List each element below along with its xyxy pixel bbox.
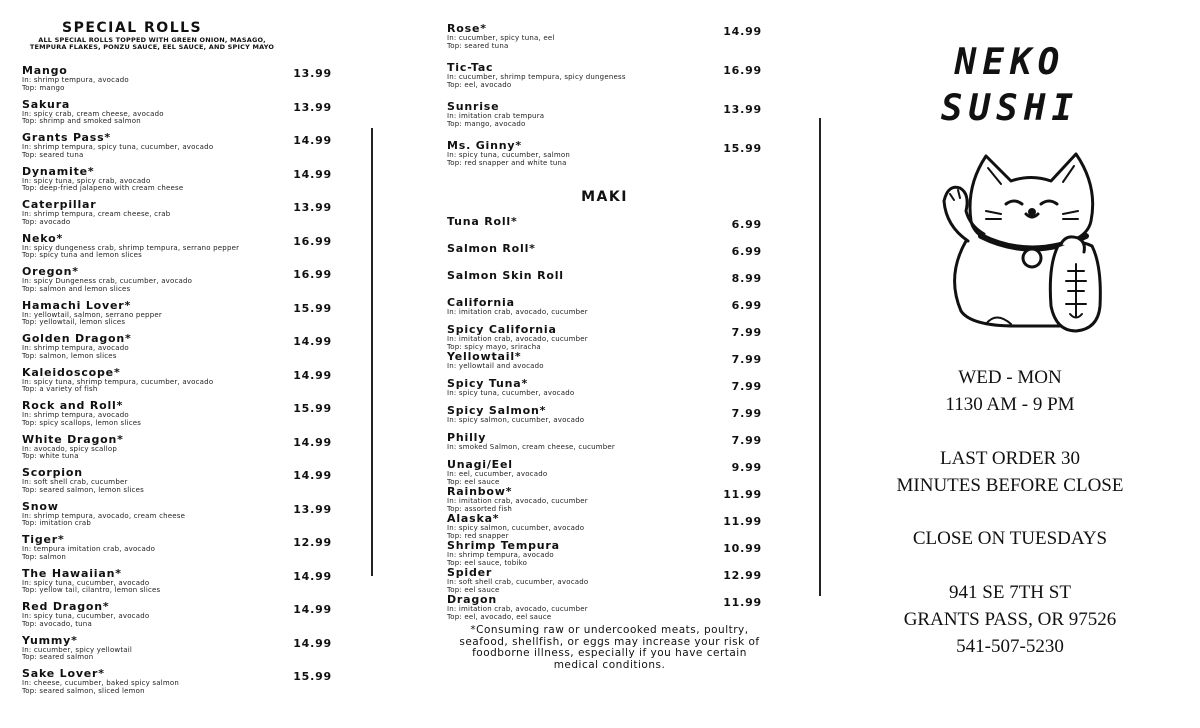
hours-block <box>870 364 1150 418</box>
menu-item-name: Snow <box>22 499 59 513</box>
menu-item-topping: Top: seared tuna <box>22 150 84 159</box>
menu-item <box>22 132 332 166</box>
maki-list <box>447 216 762 621</box>
menu-item-ingredients: In: spicy tuna, cucumber, avocado <box>447 389 575 397</box>
menu-item <box>447 270 762 297</box>
menu-item <box>22 233 332 267</box>
menu-item <box>22 367 332 401</box>
menu-item-topping: Top: imitation crab <box>22 519 92 527</box>
menu-item <box>22 99 332 133</box>
menu-item-topping: Top: spicy tuna and lemon slices <box>22 251 142 259</box>
menu-item-ingredients: In: spicy tuna, shrimp tempura, cucumber, avocado <box>22 377 214 386</box>
menu-item-ingredients: In: imitation crab, avocado, cucumber <box>447 308 588 316</box>
menu-item-ingredients: In: spicy dungeness crab, shrimp tempura, serrano pepper <box>22 243 240 252</box>
menu-item-name: Sakura <box>22 97 71 111</box>
menu-item-topping: Top: eel sauce <box>447 585 500 594</box>
menu-item-topping: Top: eel sauce <box>447 477 500 486</box>
menu-item-ingredients: In: spicy salmon, cucumber, avocado <box>447 524 585 532</box>
menu-item-ingredients: In: imitation crab, avocado, cucumber <box>447 497 588 505</box>
menu-item-price: 11.99 <box>723 596 762 609</box>
menu-item-name: Yellowtail* <box>447 350 522 363</box>
menu-item-name: Dynamite* <box>22 164 95 178</box>
menu-item-topping: Top: yellowtail, lemon slices <box>22 318 126 326</box>
special-rolls-list-continued <box>447 23 762 179</box>
menu-item-price: 14.99 <box>723 25 762 38</box>
address-line-1: 941 SE 7TH ST <box>949 582 1071 603</box>
menu-item-ingredients: In: shrimp tempura, cream cheese, crab <box>22 210 171 218</box>
menu-item-name: Tiger* <box>22 533 65 546</box>
menu-item <box>22 65 332 99</box>
menu-item-price: 6.99 <box>731 299 762 312</box>
menu-item-topping: Top: a variety of fish <box>22 385 98 393</box>
menu-item-name: Ms. Ginny* <box>447 139 522 152</box>
menu-item <box>447 594 762 621</box>
menu-item-ingredients: In: shrimp tempura, avocado, cream cheese <box>22 511 186 520</box>
menu-item-ingredients: In: shrimp tempura, spicy tuna, cucumber, avocado <box>22 143 214 151</box>
menu-item-name: Alaska* <box>447 512 500 525</box>
open-days: WED - MON <box>958 367 1062 388</box>
menu-item-name: Yummy* <box>22 633 78 647</box>
menu-item-price: 14.99 <box>293 435 332 449</box>
menu-item-name: Mango <box>22 64 68 77</box>
menu-item <box>447 216 762 243</box>
menu-item <box>22 635 332 669</box>
menu-item-ingredients: In: shrimp tempura, avocado <box>22 411 129 419</box>
menu-item-topping: Top: seared salmon <box>22 653 94 661</box>
menu-item-price: 15.99 <box>723 142 762 155</box>
menu-item-name: Oregon* <box>22 265 79 278</box>
menu-item <box>22 534 332 568</box>
menu-item-price: 6.99 <box>731 245 762 258</box>
menu-item-name: Rock and Roll* <box>22 399 124 412</box>
menu-item-price: 16.99 <box>293 234 332 248</box>
menu-item-name: Dragon <box>447 593 498 606</box>
menu-item-price: 7.99 <box>731 434 762 447</box>
menu-item-topping: Top: eel, avocado <box>447 80 512 89</box>
special-rolls-title: SPECIAL ROLLS <box>62 20 203 36</box>
menu-item <box>22 266 332 300</box>
last-order-line-1: LAST ORDER 30 <box>939 448 1081 469</box>
menu-item-price: 16.99 <box>723 64 762 77</box>
menu-item-name: Tuna Roll* <box>447 215 518 228</box>
menu-item-name: Kaleidoscope* <box>22 365 121 379</box>
menu-item <box>447 324 762 351</box>
menu-item-name: Scorpion <box>22 466 83 479</box>
info-panel <box>870 0 1150 660</box>
menu-item-price: 9.99 <box>731 461 762 474</box>
menu-item-ingredients: In: yellowtail and avocado <box>447 362 544 370</box>
last-order-line-2: MINUTES BEFORE CLOSE <box>896 475 1124 496</box>
menu-item <box>447 101 762 140</box>
menu-item-topping: Top: spicy scallops, lemon slices <box>22 418 142 427</box>
menu-item-ingredients: In: tempura imitation crab, avocado <box>22 545 156 553</box>
menu-item-name: Rainbow* <box>447 485 513 498</box>
menu-item-ingredients: In: spicy tuna, cucumber, avocado <box>22 578 150 587</box>
menu-item-ingredients: In: avocado, spicy scallop <box>22 444 117 453</box>
last-order-block <box>870 445 1150 499</box>
menu-item-price: 13.99 <box>723 103 762 116</box>
menu-item <box>447 140 762 179</box>
fold-line-right <box>819 118 821 596</box>
menu-item <box>22 668 332 702</box>
menu-item-topping: Top: red snapper <box>447 531 509 540</box>
fold-line-left <box>371 128 373 576</box>
menu-item-ingredients: In: spicy tuna, spicy crab, avocado <box>22 176 151 185</box>
menu-item-name: Caterpillar <box>22 198 97 211</box>
menu-item-price: 13.99 <box>293 201 332 214</box>
menu-item <box>447 540 762 567</box>
menu-item-topping: Top: salmon, lemon slices <box>22 351 117 360</box>
menu-item-name: Rose* <box>447 22 487 35</box>
menu-item-topping: Top: avocado, tuna <box>22 619 92 628</box>
menu-item-price: 13.99 <box>293 100 332 114</box>
menu-item-name: Sake Lover* <box>22 667 105 680</box>
menu-item-ingredients: In: spicy Dungeness crab, cucumber, avocado <box>22 277 193 285</box>
menu-item-price: 7.99 <box>731 407 762 420</box>
menu-item-price: 12.99 <box>723 569 762 582</box>
menu-item <box>447 23 762 62</box>
menu-item-topping: Top: spicy mayo, sriracha <box>447 342 541 351</box>
menu-item <box>22 467 332 501</box>
menu-item-ingredients: In: soft shell crab, cucumber, avocado <box>447 578 589 586</box>
menu-item-price: 14.99 <box>293 469 332 482</box>
menu-item-ingredients: In: spicy crab, cream cheese, avocado <box>22 109 164 118</box>
menu-item-ingredients: In: shrimp tempura, avocado <box>22 344 129 352</box>
menu-item-name: California <box>447 296 515 309</box>
menu-item-topping: Top: salmon and lemon slices <box>22 284 131 293</box>
menu-item <box>447 432 762 459</box>
menu-item-ingredients: In: cheese, cucumber, baked spicy salmon <box>22 679 180 687</box>
menu-item-topping: Top: shrimp and smoked salmon <box>22 117 141 125</box>
menu-item-name: Neko* <box>22 231 63 245</box>
menu-item-price: 13.99 <box>293 67 332 80</box>
menu-item-name: White Dragon* <box>22 432 124 446</box>
menu-item <box>447 459 762 486</box>
lucky-cat-icon <box>926 146 1116 336</box>
menu-item-ingredients: In: cucumber, spicy yellowtail <box>22 645 133 654</box>
raw-food-disclaimer: *Consuming raw or undercooked meats, poultry, seafood, shellfish, or eggs may increase your risk of foodborne illness, especially if you have certain medical conditions. <box>459 624 760 671</box>
menu-item-price: 14.99 <box>293 167 332 181</box>
address-line-2: GRANTS PASS, OR 97526 <box>903 609 1117 630</box>
menu-item-price: 15.99 <box>293 402 332 415</box>
phone-number: 541-507-5230 <box>956 636 1064 657</box>
menu-item-topping: Top: mango, avocado <box>447 119 526 128</box>
menu-item <box>22 400 332 434</box>
menu-item-name: The Hawaiian* <box>22 566 122 580</box>
menu-item-price: 6.99 <box>731 218 762 231</box>
menu-item <box>22 166 332 200</box>
menu-item <box>22 333 332 367</box>
menu-item <box>447 297 762 324</box>
contact-block <box>870 579 1150 660</box>
menu-item <box>447 486 762 513</box>
menu-item-price: 7.99 <box>731 380 762 393</box>
menu-item-topping: Top: yellow tail, cilantro, lemon slices <box>22 586 161 594</box>
menu-item-ingredients: In: cucumber, shrimp tempura, spicy dungeness <box>447 73 626 81</box>
menu-item-topping: Top: eel, avocado, eel sauce <box>447 612 552 621</box>
menu-item-topping: Top: mango <box>22 83 65 92</box>
menu-item-ingredients: In: spicy salmon, cucumber, avocado <box>447 416 585 424</box>
menu-item-price: 15.99 <box>293 301 332 315</box>
menu-item-name: Spider <box>447 566 493 579</box>
menu-item-ingredients: In: spicy tuna, cucumber, salmon <box>447 151 570 159</box>
menu-item-name: Grants Pass* <box>22 131 111 144</box>
brand-logo-text <box>870 40 1150 132</box>
menu-item-price: 11.99 <box>723 515 762 528</box>
menu-item-ingredients: In: eel, cucumber, avocado <box>447 470 548 478</box>
menu-item-name: Salmon Roll* <box>447 242 536 255</box>
menu-item <box>447 567 762 594</box>
menu-item <box>22 300 332 334</box>
menu-item-price: 15.99 <box>293 670 332 683</box>
menu-item-price: 12.99 <box>293 536 332 549</box>
menu-item-topping: Top: assorted fish <box>447 504 512 513</box>
menu-item <box>447 243 762 270</box>
brand-line-1: NEKO <box>954 42 1066 83</box>
menu-item <box>447 62 762 101</box>
menu-item <box>447 405 762 432</box>
menu-item-price: 14.99 <box>293 368 332 382</box>
special-rolls-section <box>22 0 332 702</box>
menu-item-price: 7.99 <box>731 326 762 339</box>
menu-item-topping: Top: salmon <box>22 552 67 561</box>
menu-item-price: 7.99 <box>731 353 762 366</box>
menu-item-topping: Top: deep-fried jalapeno with cream cheese <box>22 184 184 192</box>
menu-item <box>22 434 332 468</box>
menu-item <box>22 601 332 635</box>
maki-section <box>447 0 762 671</box>
menu-item-name: Spicy Salmon* <box>447 404 547 417</box>
menu-item-price: 8.99 <box>731 272 762 285</box>
menu-item-price: 16.99 <box>293 268 332 281</box>
menu-item-ingredients: In: soft shell crab, cucumber <box>22 478 128 486</box>
menu-item-name: Hamachi Lover* <box>22 298 132 312</box>
menu-item-name: Tic-Tac <box>447 61 494 74</box>
menu-item-price: 14.99 <box>293 603 332 616</box>
menu-item <box>447 351 762 378</box>
menu-item-name: Spicy Tuna* <box>447 377 529 390</box>
menu-item-price: 11.99 <box>723 488 762 501</box>
brand-line-2: SUSHI <box>940 88 1080 129</box>
menu-item-ingredients: In: shrimp tempura, avocado <box>22 76 129 84</box>
menu-item-ingredients: In: smoked Salmon, cream cheese, cucumber <box>447 443 616 451</box>
open-hours: 1130 AM - 9 PM <box>945 394 1075 415</box>
menu-item <box>447 378 762 405</box>
menu-item-price: 14.99 <box>293 636 332 650</box>
menu-item-topping: Top: seared salmon, sliced lemon <box>22 686 145 695</box>
menu-item-topping: Top: eel sauce, tobiko <box>447 558 528 567</box>
menu-item <box>22 501 332 535</box>
menu-item-ingredients: In: shrimp tempura, avocado <box>447 551 554 559</box>
menu-item-price: 14.99 <box>293 569 332 583</box>
menu-item <box>22 199 332 233</box>
menu-item-topping: Top: white tuna <box>22 452 79 460</box>
maki-title: MAKI <box>581 189 628 205</box>
menu-item-name: Sunrise <box>447 100 500 113</box>
menu-item-ingredients: In: imitation crab, avocado, cucumber <box>447 605 588 613</box>
menu-item-name: Red Dragon* <box>22 600 110 613</box>
menu-item-name: Shrimp Tempura <box>447 539 560 552</box>
menu-item-topping: Top: seared tuna <box>447 41 509 50</box>
menu-item-topping: Top: red snapper and white tuna <box>447 158 567 167</box>
menu-item-ingredients: In: spicy tuna, cucumber, avocado <box>22 612 150 620</box>
menu-item-price: 14.99 <box>293 134 332 147</box>
menu-item-ingredients: In: imitation crab tempura <box>447 112 545 120</box>
menu-item-ingredients: In: yellowtail, salmon, serrano pepper <box>22 310 162 319</box>
menu-item-name: Unagi/Eel <box>447 458 513 471</box>
menu-item-name: Spicy California <box>447 323 557 336</box>
menu-item-topping: Top: seared salmon, lemon slices <box>22 485 144 494</box>
menu-item-name: Salmon Skin Roll <box>447 269 564 282</box>
menu-item-topping: Top: avocado <box>22 217 71 226</box>
menu-item-ingredients: In: imitation crab, avocado, cucumber <box>447 335 588 343</box>
menu-item-price: 13.99 <box>293 502 332 516</box>
menu-item-price: 10.99 <box>723 542 762 555</box>
special-rolls-subtitle: ALL SPECIAL ROLLS TOPPED WITH GREEN ONION, MASAGO, TEMPURA FLAKES, PONZU SAUCE, EEL SAUCE, AND SPICY MAYO <box>29 36 275 51</box>
special-rolls-list <box>22 65 332 702</box>
menu-item <box>22 568 332 602</box>
menu-item-name: Philly <box>447 431 487 444</box>
menu-item <box>447 513 762 540</box>
closed-notice: CLOSE ON TUESDAYS <box>912 528 1108 549</box>
menu-item-price: 14.99 <box>293 335 332 348</box>
menu-item-ingredients: In: cucumber, spicy tuna, eel <box>447 34 555 42</box>
menu-item-name: Golden Dragon* <box>22 332 132 345</box>
